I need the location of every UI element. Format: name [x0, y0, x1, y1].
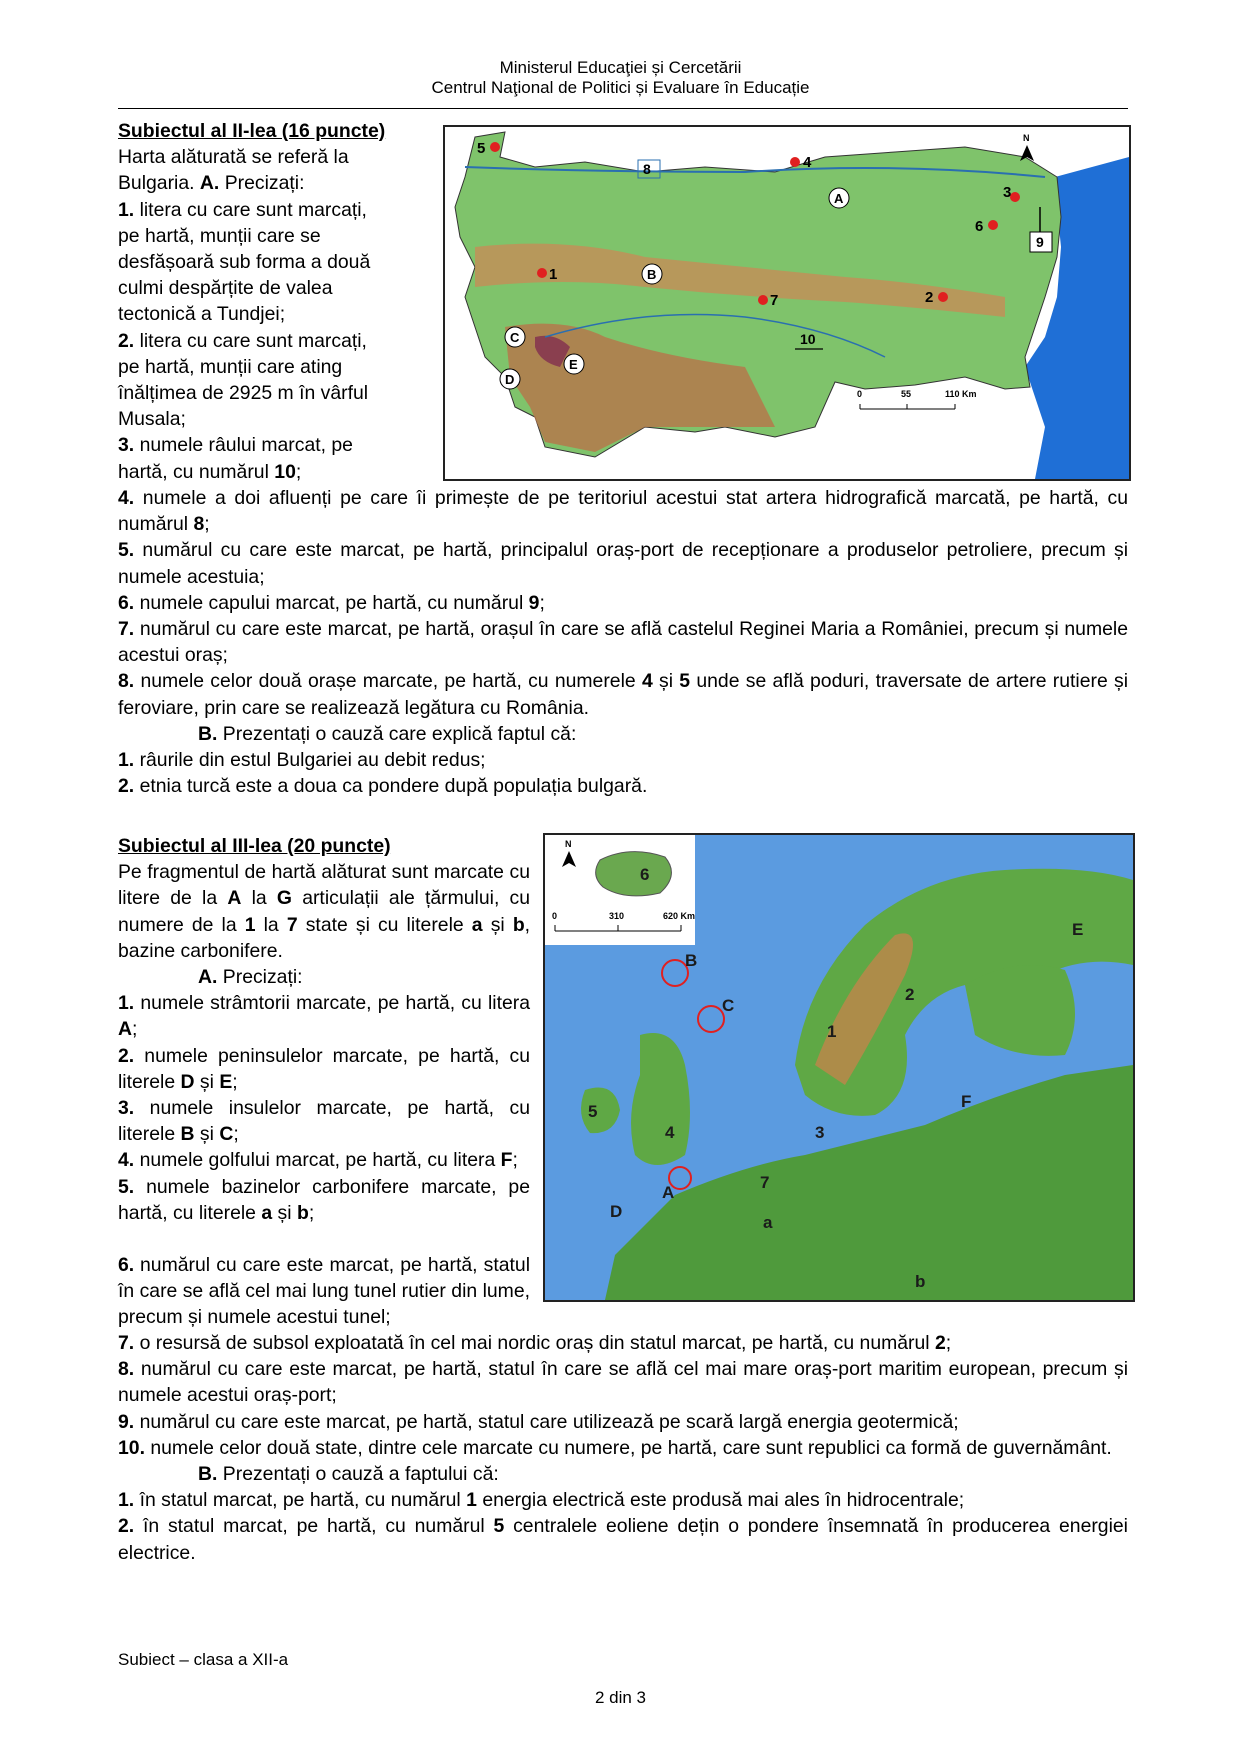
- map2-num-1: 1: [827, 1022, 837, 1041]
- s3-p1-b2: b: [512, 913, 525, 936]
- s2-b2-num: 2.: [118, 775, 135, 798]
- svg-text:620 Km: 620 Km: [663, 911, 696, 921]
- s2-i8-b: 5: [679, 670, 691, 693]
- s3-i5-si: și: [277, 1201, 292, 1224]
- s3-i7-num: 7.: [118, 1332, 135, 1354]
- s3-intro: [118, 833, 530, 1226]
- s3-i5-end: ;: [308, 1201, 315, 1224]
- s3-i3-num: 3.: [118, 1097, 135, 1120]
- s3-i2-l2: E: [219, 1070, 233, 1093]
- point-1: [537, 268, 547, 278]
- s3-precizati: Precizați:: [222, 966, 303, 989]
- point-7: [758, 295, 768, 305]
- s3-i10-num: 10.: [118, 1436, 145, 1459]
- map1-letter-E: [564, 354, 584, 374]
- map2-letter-b: b: [915, 1272, 926, 1291]
- map1-num-10: 10: [800, 331, 816, 347]
- point-4: [790, 157, 800, 167]
- map1-letter-D: [500, 369, 520, 389]
- map2-letter-C: C: [722, 996, 735, 1015]
- svg-text:55: 55: [901, 389, 912, 399]
- s3-A-label: A.: [198, 966, 218, 989]
- s3-i2-num: 2.: [118, 1044, 135, 1067]
- s2-i2-num: 2.: [118, 329, 135, 352]
- map2-letter-D: D: [610, 1202, 623, 1221]
- s3-i4-num: 4.: [118, 1149, 135, 1172]
- s2-items: [118, 485, 1128, 799]
- s3-p1-c: state și cu literele: [305, 913, 464, 936]
- bulgaria-map-svg: [445, 127, 1129, 479]
- point-5: [490, 142, 500, 152]
- s3-i3-text: numele insulelor marcate, pe hartă, cu literele: [118, 1097, 531, 1146]
- s3-i3-l2: C: [219, 1123, 234, 1146]
- map1-num-7: 7: [770, 292, 779, 309]
- s3-title: Subiectul al III-lea (20 puncte): [118, 835, 391, 857]
- s2-i3-end: ;: [295, 460, 302, 483]
- s3-i4-end: ;: [512, 1149, 518, 1172]
- s3-i4-letter: F: [500, 1149, 513, 1172]
- s3-b1-num: 1.: [118, 1489, 135, 1512]
- s3-i3-si: și: [199, 1123, 214, 1146]
- map1-num-2: 2: [925, 289, 934, 306]
- header-center: Centrul Naţional de Politici și Evaluare în Educație: [431, 78, 810, 97]
- s2-i6-text: numele capului marcat, pe hartă, cu numărul: [139, 591, 524, 614]
- s3-i8-num: 8.: [118, 1358, 135, 1381]
- s2-i5-text: numărul cu care este marcat, pe hartă, principalul oraș-port de recepționare a produselor petroliere, precum și numele acestuia;: [118, 539, 1128, 588]
- s2-i7-text: numărul cu care este marcat, pe hartă, orașul în care se află castelul Reginei Maria a României, precum și numele acestui oraș;: [118, 618, 1128, 667]
- map1-north-label: N: [1023, 133, 1030, 143]
- map1-num-8: 8: [643, 161, 651, 177]
- s3-p1-d: , bazine carbonifere.: [118, 913, 531, 962]
- s2-i1-e: tectonică a Tundjei;: [118, 303, 286, 326]
- s3-i10-text: numele celor două state, dintre cele marcate cu numere, pe hartă, care sunt republici ca formă de guvernământ.: [150, 1436, 1112, 1459]
- s3-i7-end: ;: [945, 1332, 952, 1354]
- map1-letter-C: [505, 327, 525, 347]
- s3-b2-text2: centralele eoliene dețin o pondere însemnată în producerea energiei electrice.: [118, 1515, 1128, 1564]
- s3-i8-text: numărul cu care este marcat, pe hartă, statul în care se află cel mai mare oraș-port maritim european, precum și numele acestui oraș-port;: [118, 1358, 1128, 1407]
- s3-items: [118, 1330, 1128, 1566]
- map2-num-5: 5: [588, 1102, 598, 1121]
- s3-i5-l1: a: [261, 1201, 273, 1224]
- s3-p1-a2: a: [471, 913, 483, 936]
- header-ministry: Ministerul Educaţiei și Cercetării: [499, 58, 742, 77]
- iceland: [596, 852, 672, 896]
- s3-b2-value: 5: [493, 1515, 505, 1538]
- s3-i3-end: ;: [233, 1123, 239, 1146]
- s3-b1-text1: în statul marcat, pe hartă, cu numărul: [139, 1489, 461, 1512]
- map1-num-4: 4: [803, 154, 812, 171]
- footer-subject: Subiect – clasa a XII-a: [118, 1650, 289, 1669]
- s3-p1-la: la: [251, 887, 267, 910]
- svg-text:D: D: [505, 372, 515, 387]
- s3-i4-text: numele golfului marcat, pe hartă, cu litera: [139, 1149, 496, 1172]
- s2-i1-num: 1.: [118, 198, 135, 221]
- map1-num-6: 6: [975, 218, 984, 235]
- s2-i1-b: pe hartă, munții care se: [118, 224, 321, 247]
- s2-i6-num: 6.: [118, 591, 135, 614]
- s3-i5-num: 5.: [118, 1175, 135, 1198]
- s2-i8-text1: numele celor două orașe marcate, pe hartă, cu numerele: [140, 670, 636, 693]
- s2-i4-text: numele a doi afluenți pe care îi primește de pe teritoriul acestui stat artera hidrografică marcată, pe hartă, cu numărul: [118, 487, 1128, 536]
- europe-map: [543, 833, 1135, 1302]
- page-header: [0, 58, 1241, 98]
- map2-num-4: 4: [665, 1123, 675, 1142]
- map1-num-5: 5: [477, 140, 486, 157]
- s3-i2-end: ;: [232, 1070, 238, 1093]
- s2-i2-c: înălțimea de 2925 m în vârful: [118, 382, 369, 405]
- point-2: [938, 292, 948, 302]
- s3-p1-si: și: [490, 913, 505, 936]
- svg-text:110 Km: 110 Km: [945, 389, 977, 399]
- s2-i4-value: 8: [193, 513, 205, 536]
- s2-b2-text: etnia turcă este a doua ca pondere după populația bulgară.: [139, 775, 648, 798]
- s3-B-text: Prezentați o cauză a faptului că:: [222, 1463, 499, 1486]
- s3-i1-num: 1.: [118, 992, 135, 1015]
- s3-p1-A: A: [227, 887, 242, 910]
- point-3: [1010, 192, 1020, 202]
- map2-letter-B: B: [685, 951, 698, 970]
- s2-i3-value: 10: [274, 460, 296, 483]
- s3-i5-text: numele bazinelor carbonifere marcate, pe hartă, cu literele: [118, 1175, 530, 1224]
- s3-p1-la2: la: [263, 913, 279, 936]
- s2-i4-end: ;: [204, 513, 210, 536]
- header-divider: [118, 108, 1128, 109]
- map2-num-7: 7: [760, 1173, 770, 1192]
- s2-i5-num: 5.: [118, 539, 135, 562]
- s3-i2-si: și: [199, 1070, 214, 1093]
- s2-i2-b: pe hartă, munții care ating: [118, 355, 343, 378]
- map2-num-6: 6: [640, 865, 650, 884]
- svg-text:C: C: [510, 330, 520, 345]
- s3-i2-text: numele peninsulelor marcate, pe hartă, cu literele: [118, 1044, 530, 1093]
- s2-b1-num: 1.: [118, 749, 135, 772]
- s2-i8-si: și: [659, 670, 674, 693]
- s2-i8-a: 4: [641, 670, 653, 693]
- s3-p1-G: G: [276, 887, 292, 910]
- s2-i7-num: 7.: [118, 618, 135, 641]
- s3-p1-7: 7: [286, 913, 298, 936]
- map2-letter-F: F: [961, 1092, 972, 1111]
- s2-intro: [118, 118, 438, 485]
- s2-title: Subiectul al II-lea (16 puncte): [118, 120, 386, 142]
- s3-b1-text2: energia electrică este produsă mai ales în hidrocentrale;: [482, 1489, 965, 1512]
- s3-p1-1: 1: [244, 913, 256, 936]
- s3-i9-text: numărul cu care este marcat, pe hartă, statul care utilizează pe scară largă energia geotermică;: [139, 1410, 959, 1433]
- s2-precizati: Precizați:: [224, 172, 305, 195]
- map1-letter-B: [642, 264, 662, 284]
- europe-map-svg: [545, 835, 1133, 1300]
- map1-num-9: 9: [1036, 234, 1044, 250]
- s2-A-label: A.: [199, 172, 220, 195]
- s2-i1-a: litera cu care sunt marcați,: [139, 198, 367, 221]
- s3-b2-num: 2.: [118, 1515, 135, 1538]
- svg-text:B: B: [647, 267, 657, 282]
- svg-text:0: 0: [857, 389, 863, 399]
- s3-i9-num: 9.: [118, 1410, 135, 1433]
- svg-text:0: 0: [552, 911, 558, 921]
- s3-i3-l1: B: [180, 1123, 195, 1146]
- map1-num-1: 1: [549, 266, 558, 283]
- point-6: [988, 220, 998, 230]
- s2-intro-a: Harta alăturată se referă la: [118, 146, 349, 169]
- svg-text:310: 310: [609, 911, 625, 921]
- svg-text:A: A: [834, 191, 844, 206]
- s3-b1-value: 1: [466, 1489, 477, 1512]
- s2-i8-num: 8.: [118, 670, 135, 693]
- s3-b2-text1: în statul marcat, pe hartă, cu numărul: [142, 1515, 485, 1538]
- s2-i6-value: 9: [528, 591, 540, 614]
- s2-i1-c: desfășoară sub forma a două: [118, 251, 371, 274]
- map2-letter-E: E: [1072, 920, 1084, 939]
- s3-p1-b: articulații ale țărmului, cu numere de la: [118, 887, 531, 936]
- map1-num-3: 3: [1003, 184, 1012, 201]
- s2-i2-d: Musala;: [118, 408, 186, 431]
- bulgaria-map: [443, 125, 1131, 481]
- s3-i1-letter: A: [118, 1018, 133, 1041]
- s2-i6-end: ;: [539, 591, 545, 614]
- s2-i2-a: litera cu care sunt marcați,: [139, 329, 367, 352]
- map2-num-2: 2: [905, 985, 915, 1004]
- s3-i6-text-wrap: [118, 1252, 530, 1331]
- s3-i7-text: o resursă de subsol exploatată în cel mai nordic oraș din statul marcat, pe hartă, cu numărul: [139, 1332, 930, 1354]
- s3-i6-num: 6.: [118, 1254, 135, 1276]
- map2-letter-a: a: [763, 1213, 773, 1232]
- s2-i3-num: 3.: [118, 434, 135, 457]
- s2-b1-text: râurile din estul Bulgariei au debit redus;: [139, 749, 486, 772]
- s3-i1-end: ;: [132, 1018, 138, 1041]
- svg-text:E: E: [569, 357, 578, 372]
- map2-num-3: 3: [815, 1123, 825, 1142]
- map2-letter-A: A: [662, 1183, 675, 1202]
- s3-i5-l2: b: [296, 1201, 309, 1224]
- s2-i4-num: 4.: [118, 487, 135, 509]
- s3-i6-text: numărul cu care este marcat, pe hartă, statul în care se află cel mai lung tunel rutier din lume, precum și numele acestui tunel;: [118, 1254, 530, 1329]
- s2-B-label: B.: [198, 722, 218, 745]
- s3-p1-a: Pe fragmentul de hartă alăturat sunt marcate cu litere de la: [118, 861, 530, 910]
- s2-i3-a: numele râului marcat, pe: [139, 434, 353, 457]
- s3-B-label: B.: [198, 1463, 218, 1486]
- s2-i1-d: culmi despărțite de valea: [118, 277, 333, 300]
- s2-intro-b: Bulgaria.: [118, 172, 195, 195]
- s3-i1-text: numele strâmtorii marcate, pe hartă, cu litera: [140, 992, 530, 1015]
- footer-page-number: 2 din 3: [594, 1688, 647, 1707]
- s2-i3-b: hartă, cu numărul: [118, 460, 269, 483]
- map1-letter-A: [829, 188, 849, 208]
- s3-i7-value: 2: [935, 1332, 946, 1354]
- s2-i8-text2: unde se află poduri, traversate de artere rutiere și feroviare, prin care se realizează legătura cu România.: [118, 670, 1129, 719]
- s3-i2-l1: D: [180, 1070, 195, 1093]
- s2-B-text: Prezentați o cauză care explică faptul că:: [222, 722, 577, 745]
- map2-north-label: N: [565, 839, 572, 849]
